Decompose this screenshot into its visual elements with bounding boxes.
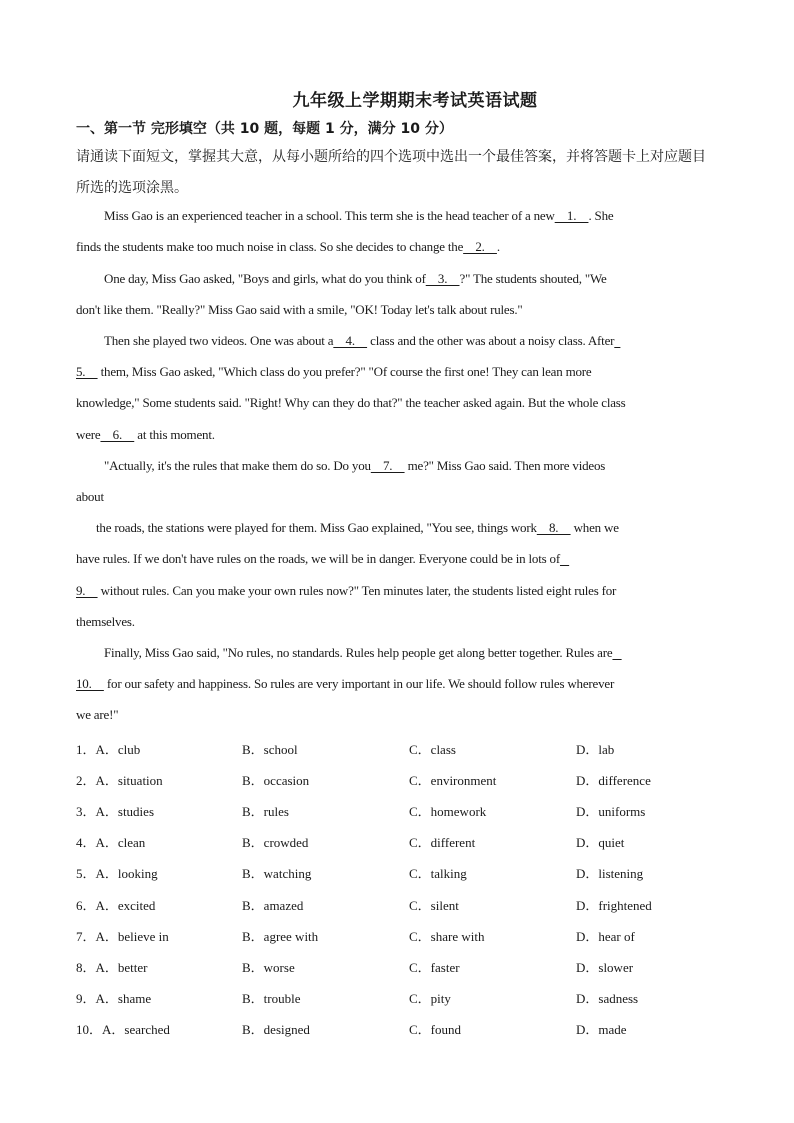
option-d: D．quiet xyxy=(576,835,625,851)
passage-text: don't like them. "Really?" Miss Gao said with a smile, "OK! Today let's talk about rules." xyxy=(76,302,523,317)
passage-text: the roads, the stations were played for them. Miss Gao explained, "You see, things work xyxy=(96,520,537,535)
passage-text: were xyxy=(76,427,101,442)
option-b: B．occasion xyxy=(242,773,310,789)
option-a: 9．A．shame xyxy=(76,990,152,1006)
option-b: B．designed xyxy=(242,1021,310,1037)
option-b: B．crowded xyxy=(242,835,309,851)
passage-line xyxy=(76,707,118,723)
passage-line xyxy=(76,676,614,692)
passage-text: . xyxy=(496,239,500,254)
answer-blank: 4. xyxy=(333,333,368,348)
option-c: C．homework xyxy=(409,804,487,820)
passage-line xyxy=(104,333,620,349)
passage-text: ?" The students shouted, "We xyxy=(459,271,607,286)
option-d: D．slower xyxy=(576,959,634,975)
option-b: B．school xyxy=(242,742,298,757)
option-c: C．found xyxy=(409,1021,462,1037)
option-d: D．made xyxy=(576,1021,627,1037)
passage-line xyxy=(104,645,622,661)
passage-text: Finally, Miss Gao said, "No rules, no standards. Rules help people get along better together. Rules are xyxy=(104,645,613,660)
passage-line xyxy=(76,489,104,505)
option-b: B．watching xyxy=(242,866,312,882)
passage-text: them, Miss Gao asked, "Which class do you prefer?" "Of course the first one! They can lean more xyxy=(97,364,592,379)
instruction-line-1: 请通读下面短文，掌握其大意，从每小题所给的四个选项中选出一个最佳答案，并将答题卡上对应题目 xyxy=(76,149,706,165)
option-c: C．share with xyxy=(409,928,485,944)
answer-blank xyxy=(560,551,569,567)
passage-line xyxy=(76,239,500,255)
option-c: C．class xyxy=(409,742,456,757)
passage-text: when we xyxy=(570,520,619,535)
answer-blank: 8. xyxy=(536,520,571,535)
option-d: D．lab xyxy=(576,742,615,757)
option-d: D．uniforms xyxy=(576,804,646,820)
answer-blank: 3. xyxy=(425,271,460,286)
passage-line xyxy=(76,551,569,567)
answer-blank: 6. xyxy=(100,427,135,442)
passage-text: me?" Miss Gao said. Then more videos xyxy=(404,458,606,473)
passage-text: have rules. If we don't have rules on the roads, we will be in danger. Everyone could be in lots of xyxy=(76,551,560,566)
page-title: 九年级上学期期末考试英语试题 xyxy=(292,91,538,111)
answer-blank: 9. xyxy=(76,583,98,598)
answer-blank: 7. xyxy=(370,458,405,473)
option-c: C．talking xyxy=(409,866,467,882)
passage-text: "Actually, it's the rules that make them do so. Do you xyxy=(104,458,371,473)
option-b: B．agree with xyxy=(242,928,319,944)
passage-text: knowledge," Some students said. "Right! Why can they do that?" the teacher asked again. But the whole class xyxy=(76,395,626,410)
passage-text: at this moment. xyxy=(134,427,215,442)
passage-text: . She xyxy=(588,208,614,223)
passage-text: Miss Gao is an experienced teacher in a school. This term she is the head teacher of a new xyxy=(104,208,555,223)
instruction-line-2: 所选的选项涂黑。 xyxy=(76,180,188,196)
passage-line xyxy=(76,427,215,443)
option-a: 1．A．club xyxy=(76,742,141,757)
passage-text: for our safety and happiness. So rules are very important in our life. We should follow rules wherever xyxy=(103,676,615,691)
option-d: D．sadness xyxy=(576,990,639,1006)
passage-line xyxy=(76,583,616,599)
passage-line xyxy=(76,395,626,411)
answer-blank: 2. xyxy=(463,239,497,254)
passage-line xyxy=(104,458,605,474)
passage-line xyxy=(104,271,607,287)
passage-line xyxy=(96,520,619,536)
option-c: C．environment xyxy=(409,773,497,789)
passage-text: class and the other was about a noisy class. After xyxy=(367,333,615,348)
option-b: B．rules xyxy=(242,804,289,820)
option-d: D．hear of xyxy=(576,928,635,944)
passage-text: without rules. Can you make your own rules now?" Ten minutes later, the students listed eight rules for xyxy=(97,583,617,598)
passage-line xyxy=(76,614,135,630)
passage-line xyxy=(104,208,613,224)
answer-blank: 5. xyxy=(76,364,98,379)
answer-blank: 1. xyxy=(554,208,589,223)
option-c: C．different xyxy=(409,835,476,851)
option-d: D．listening xyxy=(576,866,644,882)
option-a: 8．A．better xyxy=(76,959,148,975)
passage-line xyxy=(76,364,592,380)
passage-text: about xyxy=(76,489,104,504)
option-d: D．difference xyxy=(576,773,651,789)
option-b: B．amazed xyxy=(242,897,304,913)
passage-text: finds the students make too much noise in class. So she decides to change the xyxy=(76,239,464,254)
answer-blank xyxy=(612,645,621,661)
option-c: C．silent xyxy=(409,897,459,913)
passage-text: we are!" xyxy=(76,707,119,722)
passage-line xyxy=(76,302,523,318)
option-a: 3．A．studies xyxy=(76,804,155,820)
option-a: 5．A．looking xyxy=(76,866,158,882)
passage-text: Then she played two videos. One was about a xyxy=(104,333,334,348)
answer-blank xyxy=(614,333,620,349)
section-heading: 一、第一节 完形填空（共 10 题，每题 1 分，满分 10 分） xyxy=(76,121,453,137)
option-a: 6．A．excited xyxy=(76,897,156,913)
option-a: 4．A．clean xyxy=(76,835,146,851)
option-a: 2．A．situation xyxy=(76,773,163,789)
option-a: 10．A．searched xyxy=(76,1021,170,1037)
answer-blank: 10. xyxy=(76,676,104,691)
passage-text: themselves. xyxy=(76,614,135,629)
option-b: B．worse xyxy=(242,959,295,975)
option-c: C．faster xyxy=(409,959,460,975)
option-a: 7．A．believe in xyxy=(76,928,169,944)
option-b: B．trouble xyxy=(242,990,301,1006)
passage-text: One day, Miss Gao asked, "Boys and girls, what do you think of xyxy=(104,271,426,286)
option-d: D．frightened xyxy=(576,897,652,913)
option-c: C．pity xyxy=(409,990,451,1006)
